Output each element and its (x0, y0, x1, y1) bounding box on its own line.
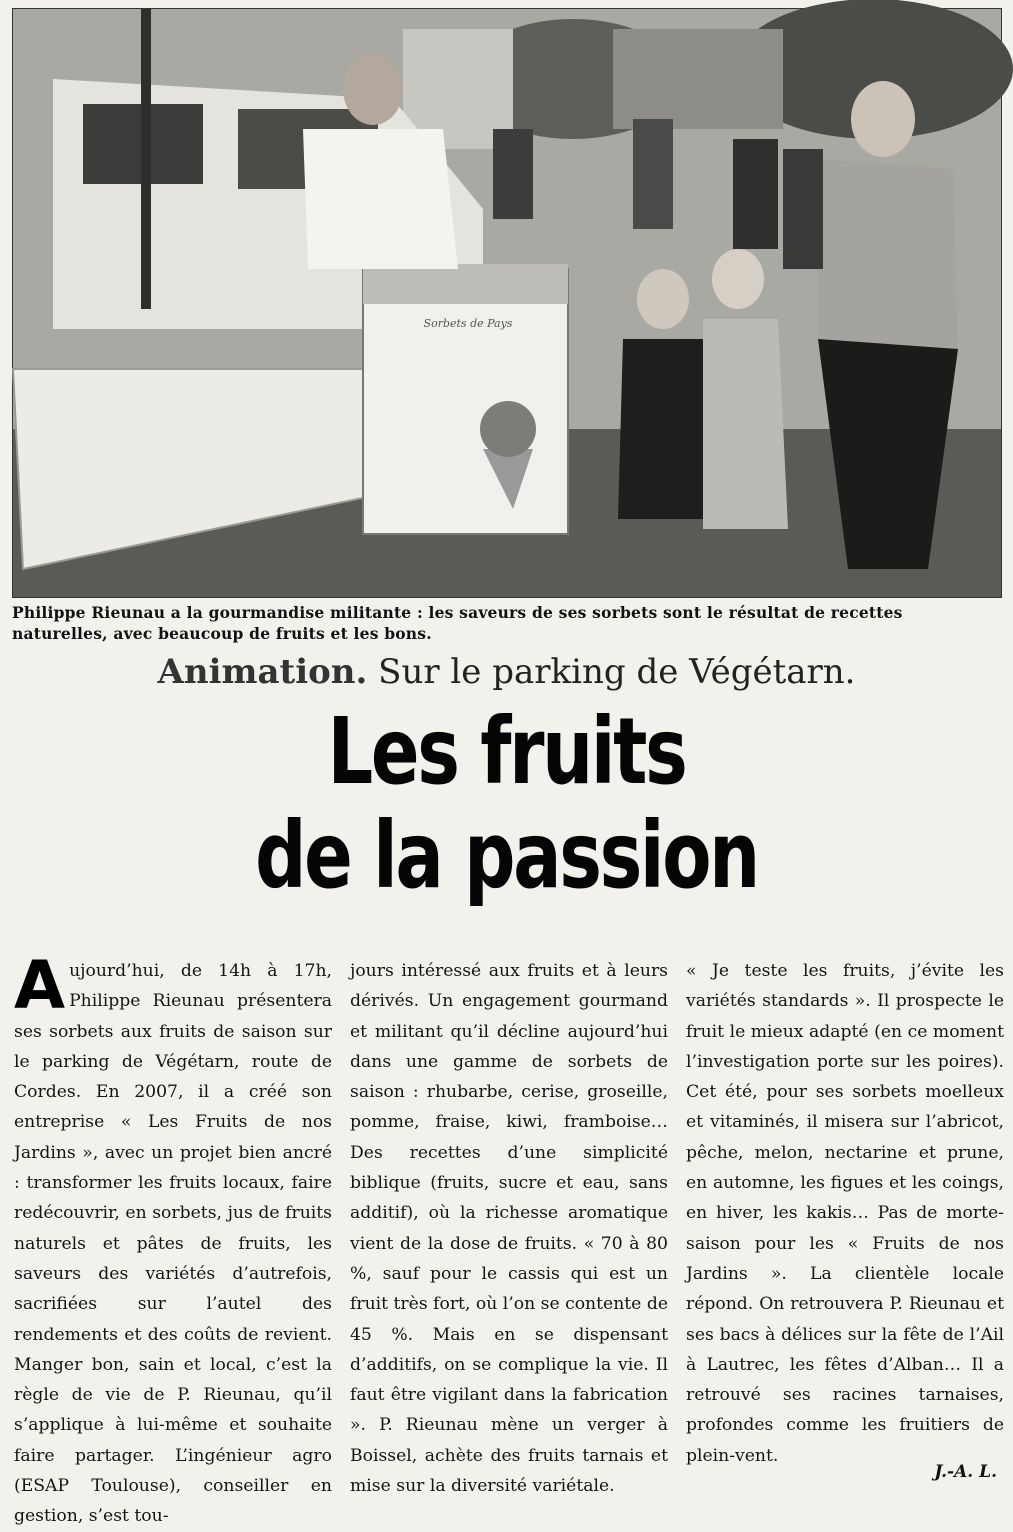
kicker-rest: Sur le parking de Végétarn. (367, 652, 856, 692)
headline (111, 700, 901, 908)
kicker (0, 650, 1013, 694)
freezer-sign-text: Sorbets de Pays (423, 317, 513, 330)
author-signature: J.-A. L. (934, 1462, 997, 1482)
article-photo (12, 8, 1002, 598)
kicker-lead: Animation. (157, 652, 368, 692)
drop-cap: A (14, 947, 66, 1024)
article-body (14, 947, 1004, 1527)
article-column-1 (14, 947, 332, 1527)
article-column-3 (686, 956, 1004, 1484)
headline-line-2: de la passion (255, 802, 758, 909)
photo-image-icon (13, 9, 1001, 597)
column-1-text: ujourd’hui, de 14h à 17h, Philippe Rieunau présentera ses sorbets aux fruits de saison sur le parking de Végétarn, route de Cordes. En 2007, il a créé son entreprise « Les Fruits de nos Jardins », avec un projet bien ancré : transformer les fruits locaux, faire redécouvrir, en sorbets, jus de fruits naturels et pâtes de fruits, les saveurs des variétés d’autrefois, sacrifiées sur l’autel des rendements et des coûts de revient. Manger bon, sain et local, c’est la règle de vie de P. Rieunau, qu’il s’applique à lui-même et souhaite faire partager. L’ingénieur agro (ESAP Toulouse), conseiller en gestion, s’est tou- (14, 961, 332, 1527)
headline-line-1: Les fruits (327, 698, 686, 805)
column-2-text: jours intéressé aux fruits et à leurs dérivés. Un engagement gourmand et militant qu’il décline aujourd’hui dans une gamme de sorbets de saison : rhubarbe, cerise, groseille, pomme, fraise, kiwi, framboise… Des recettes d’une simplicité biblique (fruits, sucre et eau, sans additif), où la richesse aromatique vient de la dose de fruits. « 70 à 80 %, sauf pour le cassis qui est un fruit très fort, où l’on se contente de 45 %. Mais en se dispensant d’additifs, on se complique la vie. Il faut être vigilant dans la fabrication ». P. Rieunau mène un verger à Boissel, achète des fruits tarnais et mise sur la diversité variétale. (350, 961, 668, 1497)
column-3-text: « Je teste les fruits, j’évite les variétés standards ». Il prospecte le fruit le mieux adapté (en ce moment l’investigation porte sur les poires). Cet été, pour ses sorbets moelleux et vitaminés, il misera sur l’abricot, pêche, melon, nectarine et prune, en automne, les figues et les coings, en hiver, les kakis… Pas de morte-saison pour les « Fruits de nos Jardins ». La clientèle locale répond. On retrouvera P. Rieunau et ses bacs à délices sur la fête de l’Ail à Lautrec, les fêtes d’Alban… Il a retrouvé ses racines tarnaises, profondes comme les fruitiers de plein-vent. (686, 961, 1004, 1466)
article-column-2 (350, 956, 668, 1497)
photo-caption: Philippe Rieunau a la gourmandise militante : les saveurs de ses sorbets sont le résultat de recettes naturelles, avec beaucoup de fruits et les bons. (12, 603, 903, 643)
